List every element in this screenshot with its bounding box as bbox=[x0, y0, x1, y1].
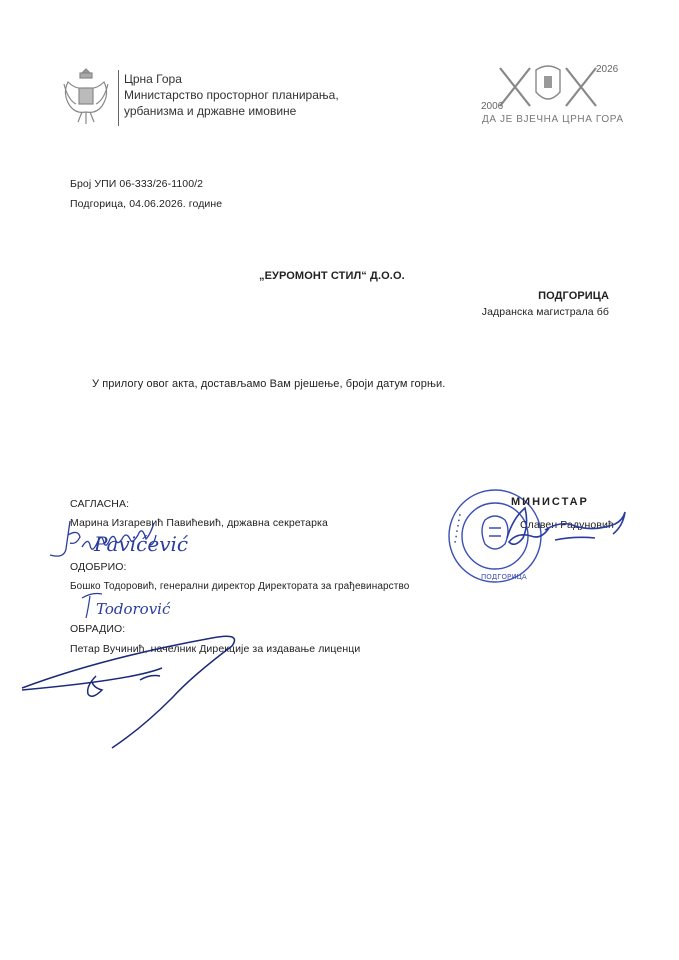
ministry-name-line1: Министарство просторног планирања, bbox=[124, 88, 339, 102]
ministry-heading bbox=[124, 71, 339, 119]
reference-number: Број УПИ 06-333/26-1100/2 bbox=[70, 178, 204, 190]
approved-name: Бошко Тодоровић, генерални директор Директората за грађевинарство bbox=[70, 581, 410, 592]
eagle-icon bbox=[60, 66, 112, 128]
signature-todorovic bbox=[76, 590, 176, 622]
ministry-name-line2: урбанизма и државне имовине bbox=[124, 104, 297, 118]
processed-label: ОБРАДИО: bbox=[70, 623, 126, 635]
jubilee-slogan: ДА ЈЕ ВЈЕЧНА ЦРНА ГОРА bbox=[482, 114, 624, 125]
signature-radunovic bbox=[495, 500, 635, 560]
header-divider bbox=[118, 70, 119, 126]
body-text: У прилогу овог акта, достављамо Вам рјешење, броји датум горњи. bbox=[92, 378, 446, 390]
agreed-name: Марина Изгаревић Павићевић, државна секретарка bbox=[70, 517, 328, 529]
approved-label: ОДОБРИО: bbox=[70, 561, 127, 573]
place-and-date: Подгорица, 04.06.2026. године bbox=[70, 198, 223, 210]
minister-signature bbox=[495, 500, 635, 560]
processed-name: Петар Вучинић, начелник Дирекције за издавање лиценци bbox=[70, 643, 361, 655]
jubilee-year-end: 2026 bbox=[596, 64, 619, 75]
approved-signature bbox=[76, 590, 176, 622]
stamp-city: ПОДГОРИЦА bbox=[481, 573, 527, 581]
country-name: Црна Гора bbox=[124, 72, 182, 86]
processed-signature bbox=[20, 630, 280, 745]
recipient-name: „ЕУРОМОНТ СТИЛ“ Д.О.О. bbox=[259, 270, 405, 282]
minister-name: Славен Радуновић bbox=[520, 519, 614, 531]
recipient-address: Јадранска магистрала бб bbox=[481, 306, 609, 318]
signature-pavicevic bbox=[42, 517, 192, 567]
svg-text:Todorović: Todorović bbox=[96, 600, 171, 618]
jubilee-year-start: 2006 bbox=[481, 101, 504, 112]
minister-title: МИНИСТАР bbox=[511, 496, 589, 508]
svg-text:Pavićević: Pavićević bbox=[94, 532, 189, 556]
agreed-signature bbox=[42, 517, 192, 567]
agreed-label: САГЛАСНА: bbox=[70, 498, 130, 510]
recipient-city: ПОДГОРИЦА bbox=[538, 290, 609, 302]
svg-text:• • • • • •: • • • • • • bbox=[452, 512, 465, 545]
signature-vucinic bbox=[20, 630, 280, 745]
coat-of-arms-logo bbox=[60, 66, 112, 128]
